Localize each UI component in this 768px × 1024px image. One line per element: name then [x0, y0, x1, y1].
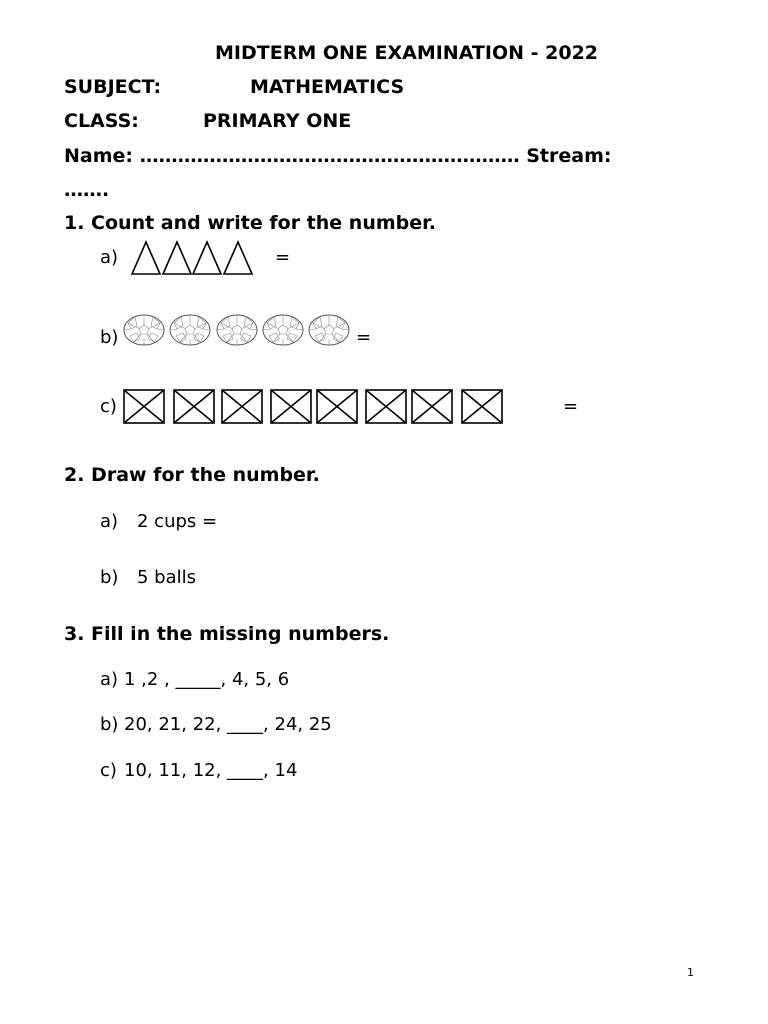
name-stream-line: Name: …………………………………………………… Stream: [64, 145, 612, 167]
q2-heading: 2. Draw for the number. [64, 464, 320, 486]
crossed-box-icon [462, 390, 502, 423]
q3-heading: 3. Fill in the missing numbers. [64, 623, 390, 645]
crossed-box-icon [271, 390, 311, 423]
q1-c-equals: = [563, 396, 579, 417]
triangle-icon [224, 242, 252, 274]
subject-value: MATHEMATICS [250, 76, 405, 98]
q1-b-equals: = [356, 327, 372, 348]
soccer-ball-icon [170, 315, 210, 345]
crossed-box-icon [366, 390, 406, 423]
soccer-ball-icon [217, 315, 257, 345]
soccer-ball-icon [263, 315, 303, 345]
page-number: 1 [687, 966, 694, 979]
q3-a-label: a) [100, 669, 119, 690]
q1-a-label: a) [100, 247, 119, 268]
crossed-box-group [124, 390, 502, 423]
q1-c-label: c) [100, 396, 117, 417]
name-stream-line-cont: ……. [64, 179, 110, 201]
q1-b-label: b) [100, 327, 119, 348]
q3-a-text: 1 ,2 , _____, 4, 5, 6 [124, 669, 290, 690]
class-label: CLASS: [64, 110, 139, 132]
q1-a-equals: = [275, 247, 291, 268]
q3-b-label: b) [100, 714, 119, 735]
crossed-box-icon [412, 390, 452, 423]
triangle-icon [132, 242, 160, 274]
crossed-box-icon [174, 390, 214, 423]
q2-b-label: b) [100, 567, 119, 588]
subject-label: SUBJECT: [64, 76, 162, 98]
soccer-ball-icon [124, 315, 164, 345]
exam-title: MIDTERM ONE EXAMINATION - 2022 [215, 42, 599, 64]
triangle-icon [163, 242, 191, 274]
soccer-ball-icon [309, 315, 349, 345]
q3-c-label: c) [100, 760, 117, 781]
q1-heading: 1. Count and write for the number. [64, 212, 437, 234]
crossed-box-icon [222, 390, 262, 423]
q2-a-label: a) [100, 511, 119, 532]
q2-b-text: 5 balls [137, 567, 197, 588]
crossed-box-icon [317, 390, 357, 423]
q2-a-text: 2 cups = [137, 511, 218, 532]
triangle-group [132, 242, 252, 274]
crossed-box-icon [124, 390, 164, 423]
triangle-icon [193, 242, 221, 274]
q3-b-text: 20, 21, 22, ____, 24, 25 [124, 714, 332, 735]
class-value: PRIMARY ONE [203, 110, 352, 132]
soccer-ball-group [124, 315, 349, 345]
q3-c-text: 10, 11, 12, ____, 14 [124, 760, 298, 781]
